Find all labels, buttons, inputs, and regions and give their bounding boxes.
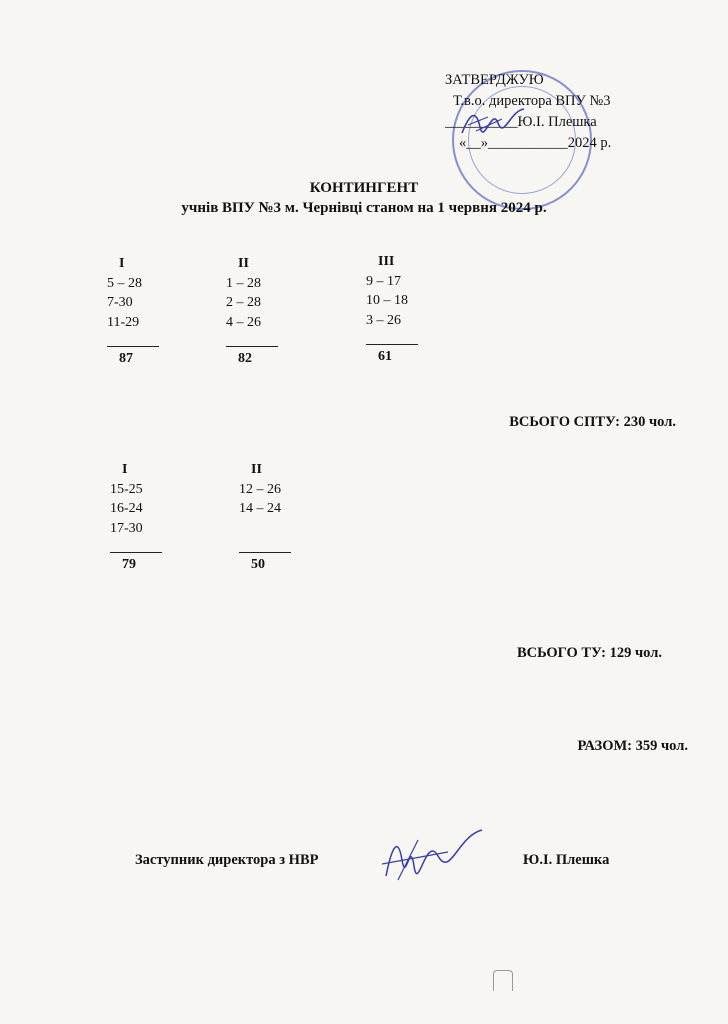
sptu-course-2 <box>226 254 278 369</box>
group-row: 14 – 24 <box>239 501 281 516</box>
sptu-total: ВСЬОГО СПТУ: 230 чол. <box>509 414 676 430</box>
sptu-course-1 <box>107 254 159 369</box>
sptu-course-3 <box>366 252 418 367</box>
course-label: III <box>378 254 395 269</box>
document-subtitle: учнів ВПУ №3 м. Чернівці станом на 1 червня 2024 р. <box>181 200 547 216</box>
group-row: 9 – 17 <box>366 273 401 289</box>
group-row: 3 – 26 <box>366 312 401 328</box>
group-row: 17-30 <box>110 520 143 536</box>
page-corner-mark <box>493 970 513 991</box>
sum-divider <box>226 346 278 347</box>
sum-divider <box>107 346 159 347</box>
approval-signer: __________Ю.І. Плешка <box>445 114 597 130</box>
course-sum: 50 <box>251 557 265 572</box>
document-title: КОНТИНГЕНТ <box>309 180 419 196</box>
signer-name: Ю.І. Плешка <box>523 852 610 868</box>
group-row: 4 – 26 <box>226 314 261 330</box>
group-row: 11-29 <box>107 314 140 330</box>
group-row: 5 – 28 <box>107 275 142 291</box>
group-row: 1 – 28 <box>226 275 261 291</box>
course-label: I <box>122 462 128 477</box>
sum-divider <box>239 552 291 553</box>
course-sum: 79 <box>122 557 136 572</box>
tu-course-1 <box>110 460 162 575</box>
group-row: 7-30 <box>107 295 133 310</box>
approval-position: Т.в.о. директора ВПУ №3 <box>453 93 611 109</box>
tu-course-2 <box>239 460 291 575</box>
group-row: 2 – 28 <box>226 295 261 310</box>
group-row: 12 – 26 <box>239 481 281 497</box>
tu-total: ВСЬОГО ТУ: 129 чол. <box>517 645 662 661</box>
handwritten-signature-icon <box>378 826 488 886</box>
course-sum: 61 <box>378 349 392 364</box>
group-row: 16-24 <box>110 501 143 516</box>
sum-divider <box>366 344 418 345</box>
group-row: 10 – 18 <box>366 293 408 308</box>
course-sum: 87 <box>119 351 133 366</box>
course-label: II <box>238 256 249 271</box>
course-sum: 82 <box>238 351 252 366</box>
approval-date: «__»___________2024 р. <box>459 135 612 151</box>
grand-total: РАЗОМ: 359 чол. <box>577 738 688 754</box>
sum-divider <box>110 552 162 553</box>
approval-signature-icon <box>458 103 528 139</box>
group-row: 15-25 <box>110 481 143 497</box>
course-label: II <box>251 462 262 477</box>
approval-heading: ЗАТВЕРДЖУЮ <box>445 72 544 88</box>
signer-position: Заступник директора з НВР <box>135 852 319 868</box>
course-label: I <box>119 256 125 271</box>
